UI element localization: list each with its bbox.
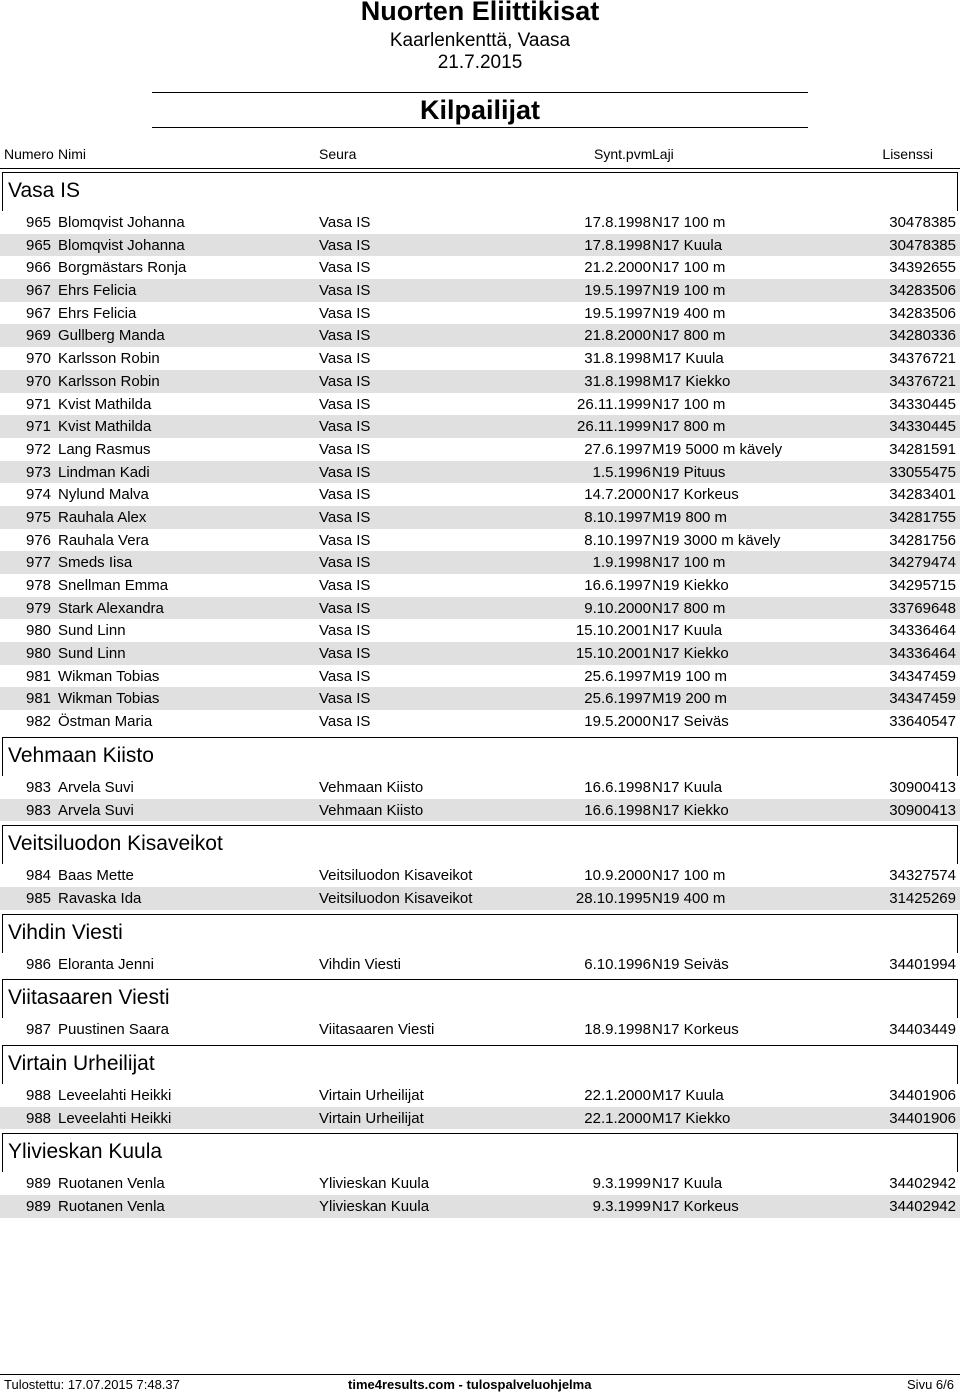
event-name: N17 Kuula: [652, 622, 723, 640]
bib-number: 983: [26, 801, 52, 819]
bib-number: 967: [26, 282, 52, 300]
birth-date: 10.9.2000: [584, 867, 651, 885]
col-club: Seura: [319, 146, 357, 162]
athlete-name: Eloranta Jenni: [58, 955, 154, 973]
table-row: [0, 710, 960, 733]
table-row: [0, 370, 960, 393]
license-number: 34336464: [889, 645, 956, 663]
athlete-club: Vasa IS: [319, 531, 371, 549]
athlete-name: Leveelahti Heikki: [58, 1109, 172, 1127]
bib-number: 989: [26, 1175, 52, 1193]
birth-date: 25.6.1997: [584, 690, 651, 708]
athlete-club: Vasa IS: [319, 350, 371, 368]
event-name: M17 Kiekko: [652, 372, 731, 390]
license-number: 30900413: [889, 801, 956, 819]
athlete-club: Vasa IS: [319, 645, 371, 663]
birth-date: 6.10.1996: [584, 955, 651, 973]
club-heading-label: Virtain Urheilijat: [8, 1051, 155, 1075]
table-row: [0, 864, 960, 887]
athlete-club: Veitsiluodon Kisaveikot: [319, 867, 473, 885]
bib-number: 969: [26, 327, 52, 345]
club-heading: [2, 1045, 958, 1084]
license-number: 34347459: [889, 690, 956, 708]
event-name: N17 Seiväs: [652, 713, 729, 731]
birth-date: 25.6.1997: [584, 667, 651, 685]
license-number: 34279474: [889, 554, 956, 572]
license-number: 34403449: [889, 1021, 956, 1039]
competition-date: 21.7.2015: [437, 52, 523, 73]
athlete-club: Vasa IS: [319, 577, 371, 594]
birth-date: 9.3.1999: [592, 1175, 651, 1193]
event-name: N19 Kiekko: [652, 577, 729, 594]
athlete-club: Viitasaaren Viesti: [319, 1021, 435, 1039]
athlete-club: Vasa IS: [319, 214, 371, 231]
athlete-name: Smeds Iisa: [58, 554, 133, 572]
event-name: N17 100 m: [652, 259, 726, 277]
license-number: 33769648: [889, 599, 956, 617]
event-name: N17 100 m: [652, 395, 726, 413]
bib-number: 987: [26, 1021, 52, 1039]
club-heading: [2, 979, 958, 1018]
athlete-name: Ravaska Ida: [58, 889, 142, 907]
bib-number: 975: [26, 508, 52, 526]
table-row: [0, 347, 960, 370]
birth-date: 22.1.2000: [584, 1109, 651, 1127]
license-number: 34280336: [889, 327, 956, 345]
title-divider-top: [152, 92, 808, 93]
license-number: 33640547: [889, 713, 956, 731]
table-row: [0, 461, 960, 484]
athlete-name: Karlsson Robin: [58, 372, 160, 390]
birth-date: 28.10.1995: [575, 889, 651, 907]
birth-date: 17.8.1998: [584, 214, 651, 231]
athlete-name: Karlsson Robin: [58, 350, 160, 368]
event-name: N17 800 m: [652, 327, 726, 345]
table-row: [0, 279, 960, 302]
birth-date: 27.6.1997: [584, 440, 651, 458]
license-number: 34402942: [889, 1198, 956, 1215]
license-number: 34283506: [889, 304, 956, 322]
table-row: [0, 776, 960, 799]
club-heading: [2, 1133, 958, 1172]
event-name: N17 Kuula: [652, 778, 723, 796]
club-heading-label: Veitsiluodon Kisaveikot: [8, 832, 223, 856]
table-row: [0, 597, 960, 620]
license-number: 31425269: [889, 889, 956, 907]
athlete-name: Nylund Malva: [58, 486, 149, 504]
table-row: [0, 324, 960, 347]
athlete-name: Kvist Mathilda: [58, 395, 152, 413]
birth-date: 18.9.1998: [584, 1021, 651, 1039]
athlete-club: Vasa IS: [319, 667, 371, 685]
birth-date: 22.1.2000: [584, 1086, 651, 1104]
license-number: 34401994: [889, 955, 956, 973]
event-name: N17 800 m: [652, 599, 726, 617]
license-number: 30478385: [889, 236, 956, 254]
bib-number: 989: [26, 1198, 52, 1215]
birth-date: 8.10.1997: [584, 508, 651, 526]
bib-number: 985: [26, 889, 52, 907]
column-header-row: [0, 146, 960, 166]
event-name: N17 Kuula: [652, 1175, 723, 1193]
club-heading-label: Ylivieskan Kuula: [8, 1140, 163, 1164]
bib-number: 971: [26, 418, 52, 436]
athlete-club: Vasa IS: [319, 599, 371, 617]
event-name: N17 100 m: [652, 554, 726, 572]
table-row: [0, 574, 960, 597]
bib-number: 984: [26, 867, 52, 885]
event-name: N17 Kiekko: [652, 801, 729, 819]
athlete-club: Vasa IS: [319, 395, 371, 413]
athlete-club: Vehmaan Kiisto: [319, 778, 424, 796]
table-row: [0, 1018, 960, 1041]
bib-number: 982: [26, 713, 52, 731]
license-number: 34283401: [889, 486, 956, 504]
table-row: [0, 619, 960, 642]
birth-date: 1.5.1996: [592, 463, 651, 481]
bib-number: 970: [26, 350, 52, 368]
bib-number: 967: [26, 304, 52, 322]
table-row: [0, 438, 960, 461]
event-name: M19 100 m: [652, 667, 728, 685]
license-number: 34281591: [889, 440, 956, 458]
athlete-name: Sund Linn: [58, 645, 126, 663]
athlete-name: Snellman Emma: [58, 577, 169, 594]
license-number: 34281756: [889, 531, 956, 549]
bib-number: 981: [26, 690, 52, 708]
athlete-club: Vasa IS: [319, 554, 371, 572]
event-name: M19 5000 m kävely: [652, 440, 783, 458]
athlete-club: Vasa IS: [319, 463, 371, 481]
title-divider-bottom: [152, 127, 808, 128]
bib-number: 979: [26, 599, 52, 617]
athlete-name: Stark Alexandra: [58, 599, 164, 617]
athlete-club: Ylivieskan Kuula: [319, 1198, 430, 1215]
athlete-name: Blomqvist Johanna: [58, 236, 185, 254]
event-name: N17 Korkeus: [652, 1021, 739, 1039]
athlete-club: Vasa IS: [319, 236, 371, 254]
bib-number: 988: [26, 1086, 52, 1104]
athlete-name: Lang Rasmus: [58, 440, 151, 458]
event-name: N17 Korkeus: [652, 1198, 739, 1215]
bib-number: 977: [26, 554, 52, 572]
license-number: 34376721: [889, 372, 956, 390]
birth-date: 9.10.2000: [584, 599, 651, 617]
athlete-club: Vasa IS: [319, 418, 371, 436]
bib-number: 965: [26, 236, 52, 254]
competition-venue: Kaarlenkenttä, Vaasa: [389, 30, 571, 51]
athlete-club: Virtain Urheilijat: [319, 1109, 424, 1127]
event-name: N19 100 m: [652, 282, 726, 300]
birth-date: 31.8.1998: [584, 350, 651, 368]
event-name: N17 100 m: [652, 214, 726, 231]
table-row: [0, 415, 960, 438]
license-number: 34336464: [889, 622, 956, 640]
athlete-name: Borgmästars Ronja: [58, 259, 187, 277]
bib-number: 976: [26, 531, 52, 549]
athlete-name: Sund Linn: [58, 622, 126, 640]
athlete-name: Kvist Mathilda: [58, 418, 152, 436]
club-heading-label: Viitasaaren Viesti: [8, 986, 170, 1010]
bib-number: 972: [26, 440, 52, 458]
athlete-name: Rauhala Vera: [58, 531, 149, 549]
bib-number: 986: [26, 955, 52, 973]
birth-date: 21.2.2000: [584, 259, 651, 277]
table-row: [0, 887, 960, 910]
table-row: [0, 665, 960, 688]
athlete-club: Vasa IS: [319, 259, 371, 277]
athlete-name: Blomqvist Johanna: [58, 214, 185, 231]
club-heading-label: Vehmaan Kiisto: [8, 743, 154, 767]
event-name: M17 Kuula: [652, 1086, 724, 1104]
athlete-name: Ruotanen Venla: [58, 1198, 165, 1215]
athlete-name: Wikman Tobias: [58, 690, 160, 708]
bib-number: 980: [26, 645, 52, 663]
bib-number: 981: [26, 667, 52, 685]
birth-date: 16.6.1998: [584, 778, 651, 796]
event-name: N19 400 m: [652, 889, 726, 907]
athlete-club: Ylivieskan Kuula: [319, 1175, 430, 1193]
competition-title: Nuorten Eliittikisat: [360, 0, 600, 26]
athlete-name: Östman Maria: [58, 713, 153, 731]
table-row: [0, 529, 960, 552]
athlete-club: Vihdin Viesti: [319, 955, 402, 973]
table-row: [0, 211, 960, 234]
event-name: N19 3000 m kävely: [652, 531, 781, 549]
birth-date: 16.6.1997: [584, 577, 651, 594]
event-name: N17 Kuula: [652, 236, 723, 254]
event-name: N17 Kiekko: [652, 645, 729, 663]
license-number: 34347459: [889, 667, 956, 685]
athlete-name: Arvela Suvi: [58, 801, 134, 819]
club-heading: [2, 737, 958, 776]
athlete-club: Vasa IS: [319, 372, 371, 390]
athlete-club: Vasa IS: [319, 508, 371, 526]
birth-date: 26.11.1999: [577, 418, 651, 436]
athlete-name: Gullberg Manda: [58, 327, 165, 345]
license-number: 34401906: [889, 1086, 956, 1104]
print-timestamp: Tulostettu: 17.07.2015 7:48.37: [4, 1377, 180, 1392]
athlete-club: Vasa IS: [319, 622, 371, 640]
competitor-list: [0, 168, 960, 1218]
col-event: Laji: [652, 146, 674, 162]
athlete-name: Lindman Kadi: [58, 463, 150, 481]
event-name: M17 Kuula: [652, 350, 724, 368]
athlete-club: Vasa IS: [319, 282, 371, 300]
birth-date: 19.5.2000: [584, 713, 651, 731]
table-row: [0, 1107, 960, 1130]
table-row: [0, 483, 960, 506]
table-row: [0, 1084, 960, 1107]
license-number: 34295715: [889, 577, 956, 594]
event-name: M19 800 m: [652, 508, 728, 526]
table-row: [0, 234, 960, 257]
bib-number: 978: [26, 577, 52, 594]
event-name: N19 Pituus: [652, 463, 726, 481]
license-number: 34281755: [889, 508, 956, 526]
athlete-club: Vasa IS: [319, 486, 371, 504]
table-row: [0, 642, 960, 665]
license-number: 30478385: [889, 214, 956, 231]
athlete-name: Ehrs Felicia: [58, 282, 137, 300]
license-number: 34402942: [889, 1175, 956, 1193]
table-row: [0, 393, 960, 416]
license-number: 34283506: [889, 282, 956, 300]
license-number: 33055475: [889, 463, 956, 481]
athlete-name: Baas Mette: [58, 867, 134, 885]
birth-date: 16.6.1998: [584, 801, 651, 819]
col-name: Nimi: [58, 146, 86, 162]
birth-date: 31.8.1998: [584, 372, 651, 390]
license-number: 34392655: [889, 259, 956, 277]
footer-divider: [0, 1374, 960, 1375]
birth-date: 19.5.1997: [584, 304, 651, 322]
bib-number: 966: [26, 259, 52, 277]
club-heading: [2, 825, 958, 864]
bib-number: 973: [26, 463, 52, 481]
col-number: Numero: [4, 146, 54, 162]
table-row: [0, 953, 960, 976]
table-row: [0, 302, 960, 325]
athlete-club: Vasa IS: [319, 327, 371, 345]
table-row: [0, 799, 960, 822]
birth-date: 15.10.2001: [575, 622, 651, 640]
bib-number: 974: [26, 486, 52, 504]
license-number: 34376721: [889, 350, 956, 368]
athlete-club: Vasa IS: [319, 304, 371, 322]
athlete-club: Vasa IS: [319, 690, 371, 708]
event-name: N17 Korkeus: [652, 486, 739, 504]
birth-date: 9.3.1999: [592, 1198, 651, 1215]
athlete-name: Wikman Tobias: [58, 667, 160, 685]
bib-number: 983: [26, 778, 52, 796]
table-row: [0, 256, 960, 279]
table-row: [0, 551, 960, 574]
club-heading: [2, 914, 958, 953]
birth-date: 19.5.1997: [584, 282, 651, 300]
athlete-club: Vasa IS: [319, 713, 371, 731]
event-name: M19 200 m: [652, 690, 728, 708]
athlete-name: Ehrs Felicia: [58, 304, 137, 322]
col-license: Lisenssi: [882, 146, 933, 162]
software-credit: time4results.com - tulospalveluohjelma: [348, 1377, 592, 1392]
birth-date: 21.8.2000: [584, 327, 651, 345]
col-birthdate: Synt.pvm: [594, 146, 653, 162]
table-row: [0, 1172, 960, 1195]
club-heading-label: Vasa IS: [8, 179, 80, 202]
page-footer: [0, 1377, 960, 1395]
athlete-name: Leveelahti Heikki: [58, 1086, 172, 1104]
table-row: [0, 506, 960, 529]
event-name: N19 Seiväs: [652, 955, 729, 973]
page-number: Sivu 6/6: [907, 1377, 954, 1392]
bib-number: 980: [26, 622, 52, 640]
bib-number: 965: [26, 214, 52, 231]
table-row: [0, 687, 960, 710]
athlete-name: Rauhala Alex: [58, 508, 147, 526]
birth-date: 1.9.1998: [592, 554, 651, 572]
table-row: [0, 1195, 960, 1218]
athlete-name: Puustinen Saara: [58, 1021, 169, 1039]
bib-number: 970: [26, 372, 52, 390]
athlete-club: Veitsiluodon Kisaveikot: [319, 889, 473, 907]
license-number: 34330445: [889, 395, 956, 413]
club-heading: [2, 172, 958, 211]
athlete-club: Virtain Urheilijat: [319, 1086, 424, 1104]
license-number: 30900413: [889, 778, 956, 796]
section-title: Kilpailijat: [419, 95, 541, 125]
birth-date: 26.11.1999: [577, 395, 651, 413]
event-name: N17 100 m: [652, 867, 726, 885]
athlete-name: Ruotanen Venla: [58, 1175, 165, 1193]
birth-date: 15.10.2001: [575, 645, 651, 663]
license-number: 34330445: [889, 418, 956, 436]
bib-number: 988: [26, 1109, 52, 1127]
birth-date: 8.10.1997: [584, 531, 651, 549]
athlete-club: Vehmaan Kiisto: [319, 801, 424, 819]
birth-date: 17.8.1998: [584, 236, 651, 254]
license-number: 34327574: [889, 867, 956, 885]
event-name: N19 400 m: [652, 304, 726, 322]
club-heading-label: Vihdin Viesti: [8, 920, 123, 944]
athlete-name: Arvela Suvi: [58, 778, 134, 796]
birth-date: 14.7.2000: [584, 486, 651, 504]
event-name: M17 Kiekko: [652, 1109, 731, 1127]
bib-number: 971: [26, 395, 52, 413]
event-name: N17 800 m: [652, 418, 726, 436]
athlete-club: Vasa IS: [319, 440, 371, 458]
license-number: 34401906: [889, 1109, 956, 1127]
